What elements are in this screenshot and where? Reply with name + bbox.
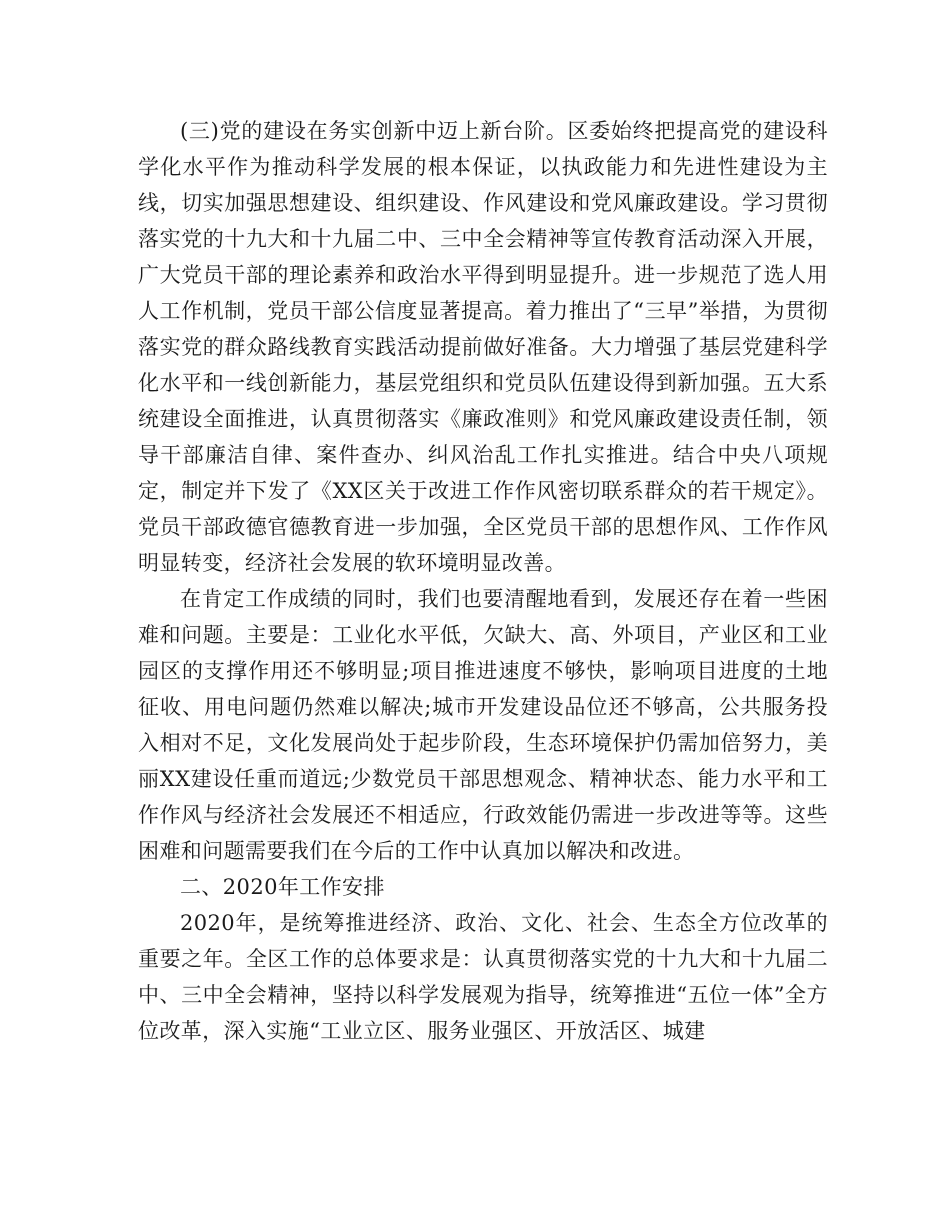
paragraph-2020-requirements: 2020年，是统筹推进经济、政治、文化、社会、生态全方位改革的重要之年。全区工作的总体要求是：认真贯彻落实党的十九大和十九届二中、三中全会精神，坚持以科学发展观为指导，统筹推进“五位一体”全方位改革，深入实施“工业立区、服务业强区、开放活区、城建: [138, 911, 828, 1043]
paragraph-problems: 在肯定工作成绩的同时，我们也要清醒地看到，发展还存在着一些困难和问题。主要是：工业化水平低，欠缺大、高、外项目，产业区和工业园区的支撑作用还不够明显;项目推进速度不够快，影响项目进度的土地征收、用电问题仍然难以解决;城市开发建设品位还不够高，公共服务投入相对不足，文化发展尚处于起步阶段，生态环境保护仍需加倍努力，美丽XX建设任重而道远;少数党员干部思想观念、精神状态、能力水平和工作作风与经济社会发展还不相适应，行政效能仍需进一步改进等等。这些困难和问题需要我们在今后的工作中认真加以解决和改进。: [138, 587, 828, 863]
document-page: [138, 113, 828, 1049]
paragraph-party-building: (三)党的建设在务实创新中迈上新台阶。区委始终把提高党的建设科学化水平作为推动科学发展的根本保证，以执政能力和先进性建设为主线，切实加强思想建设、组织建设、作风建设和党风廉政建设。学习贯彻落实党的十九大和十九届二中、三中全会精神等宣传教育活动深入开展，广大党员干部的理论素养和政治水平得到明显提升。进一步规范了选人用人工作机制，党员干部公信度显著提高。着力推出了“三早”举措，为贯彻落实党的群众路线教育实践活动提前做好准备。大力增强了基层党建科学化水平和一线创新能力，基层党组织和党员队伍建设得到新加强。五大系统建设全面推进，认真贯彻落实《廉政准则》和党风廉政建设责任制，领导干部廉洁自律、案件查办、纠风治乱工作扎实推进。结合中央八项规定，制定并下发了《XX区关于改进工作作风密切联系群众的若干规定》。党员干部政德官德教育进一步加强，全区党员干部的思想作风、工作作风明显转变，经济社会发展的软环境明显改善。: [138, 119, 828, 575]
section-heading-2020-plan: 二、2020年工作安排: [180, 875, 385, 899]
